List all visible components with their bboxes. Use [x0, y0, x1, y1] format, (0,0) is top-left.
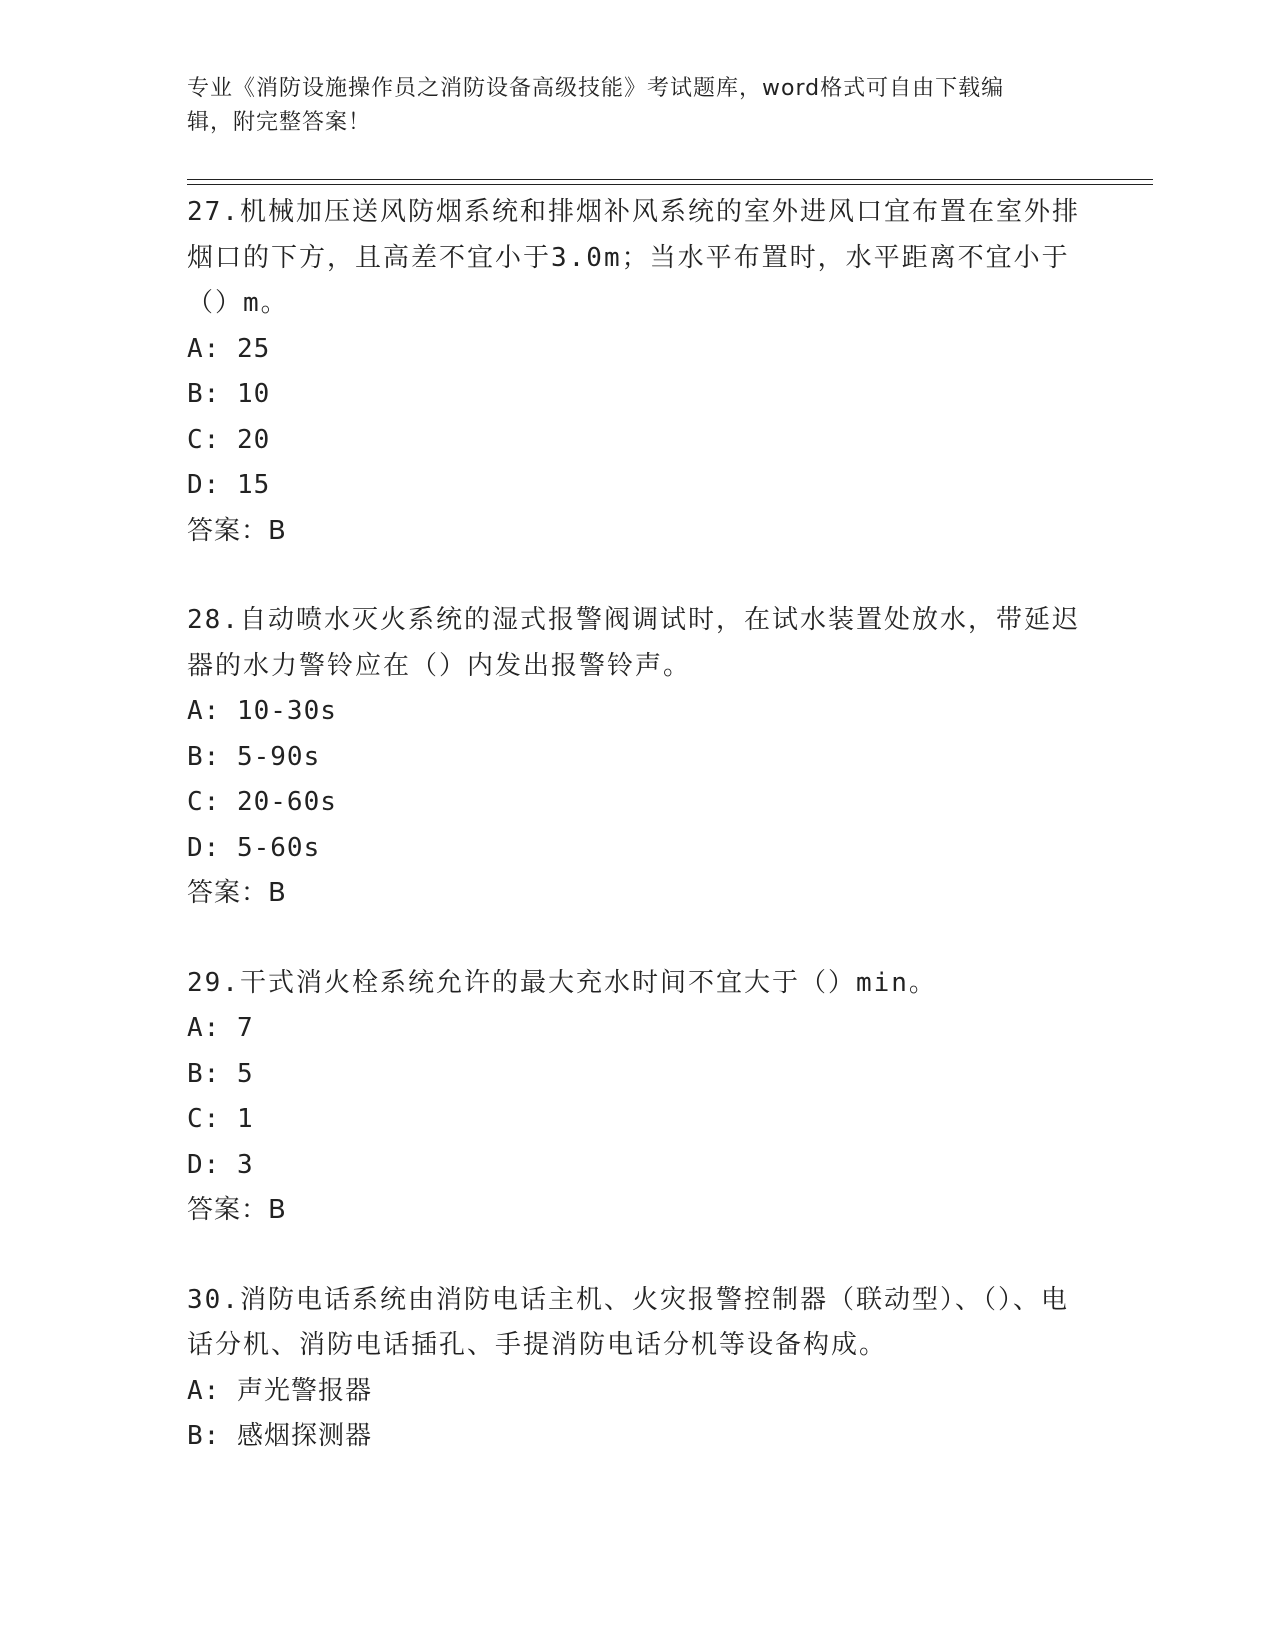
- option-a: A: 7: [187, 1013, 254, 1043]
- question-text: 30.消防电话系统由消防电话主机、火灾报警控制器（联动型）、（）、电话分机、消防电话插孔、手提消防电话分机等设备构成。: [187, 1284, 1069, 1360]
- option-d: D: 15: [187, 470, 271, 500]
- document-header: [187, 72, 1087, 140]
- question-27: [187, 190, 1087, 554]
- option-b: B: 10: [187, 379, 271, 409]
- option-c: C: 20: [187, 424, 271, 455]
- option-b: B: 5-90s: [187, 741, 321, 772]
- question-30: [187, 1278, 1087, 1460]
- answer-label: 答案：B: [187, 515, 287, 546]
- option-a: A: 10-30s: [187, 696, 337, 726]
- header-divider-top: [187, 179, 1153, 180]
- question-text: 28.自动喷水灭火系统的湿式报警阀调试时，在试水装置处放水，带延迟器的水力警铃应在（）内发出报警铃声。: [187, 605, 1080, 681]
- question-28: [187, 598, 1087, 917]
- answer-label: 答案：B: [187, 1195, 287, 1225]
- question-text: 29.干式消火栓系统允许的最大充水时间不宜大于（）min。: [187, 967, 937, 998]
- option-d: D: 3: [187, 1149, 254, 1180]
- option-b: B: 感烟探测器: [187, 1421, 372, 1451]
- option-a: A: 25: [187, 333, 271, 364]
- question-29: [187, 961, 1087, 1234]
- answer-label: 答案：B: [187, 878, 287, 908]
- header-line-2: 辑，附完整答案！: [187, 110, 372, 135]
- option-b: B: 5: [187, 1058, 254, 1089]
- option-c: C: 1: [187, 1104, 254, 1134]
- question-text: 27.机械加压送风防烟系统和排烟补风系统的室外进风口宜布置在室外排烟口的下方，且高差不宜小于3.0m；当水平布置时，水平距离不宜小于（）m。: [187, 197, 1080, 318]
- option-c: C: 20-60s: [187, 787, 337, 817]
- header-divider-bottom: [187, 184, 1153, 185]
- header-line-1: 专业《消防设施操作员之消防设备高级技能》考试题库，word格式可自由下载编: [187, 76, 1005, 101]
- question-list: [187, 190, 1087, 1504]
- option-a: A: 声光警报器: [187, 1375, 372, 1406]
- option-d: D: 5-60s: [187, 832, 321, 863]
